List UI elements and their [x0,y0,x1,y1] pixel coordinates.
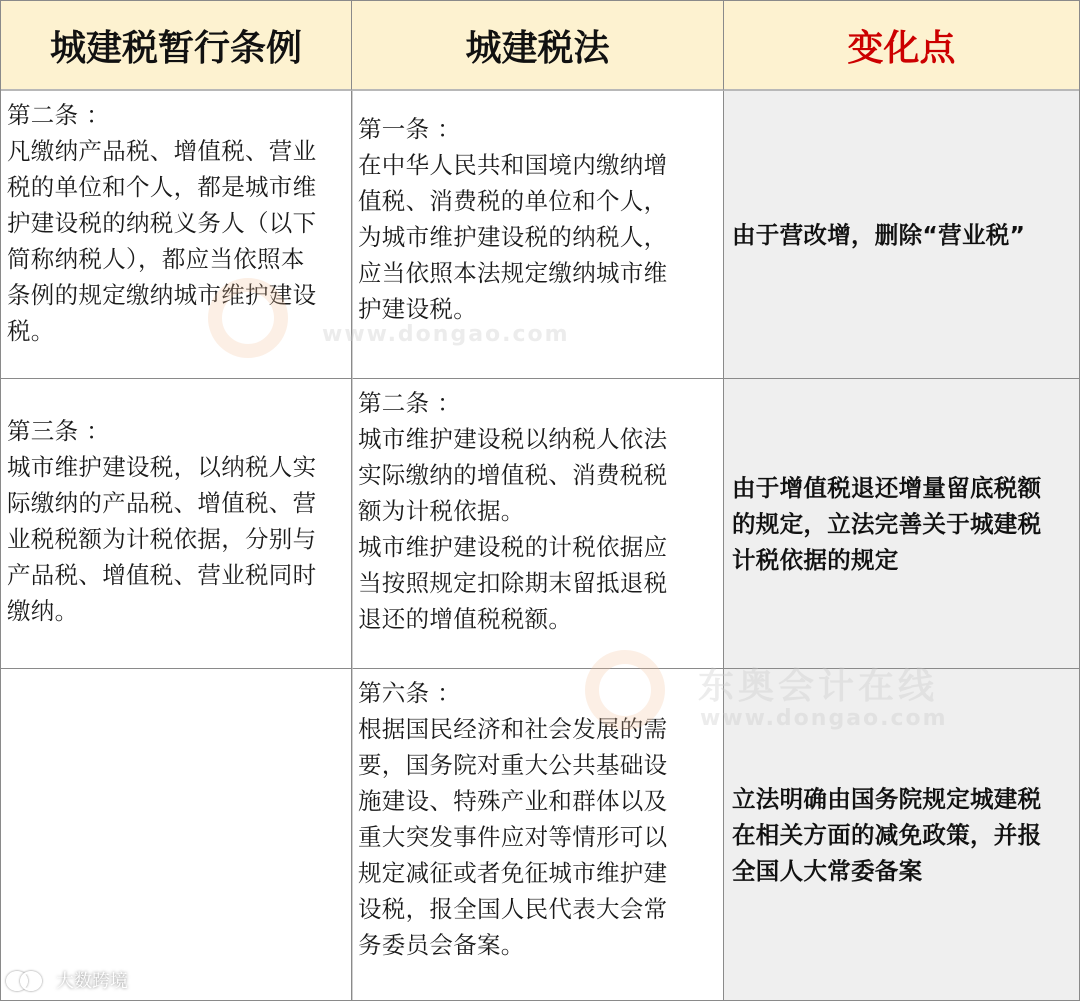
row1-new-text: 第一条 ： 在中华人民共和国境内缴纳增 值税、消费税的单位和个人， 为城市维护建设税的纳税人， 应当依照本法规定缴纳城市维 护建设税。 [358,115,668,323]
header-changes: 变化点 [724,1,1079,91]
row2-old-cell [1,379,352,669]
watermark-url: www.dongao.com [322,322,570,347]
header-new-law: 城建税法 [352,1,724,91]
row1-change-text: 由于营改增，删除“营业税” [732,220,1026,249]
row3-old-cell [1,669,352,1000]
watermark-url: www.dongao.com [700,706,948,731]
row2-change-text: 由于增值税退还增量留底税额 的规定，立法完善关于城建税 计税依据的规定 [732,473,1042,574]
row2-old-text: 第三条 ： 城市维护建设税，以纳税人实 际缴纳的产品税、增值税、营 业税税额为计税依据，分别与 产品税、增值税、营业税同时 缴纳。 [7,417,317,625]
row3-change-text: 立法明确由国务院规定城建税 在相关方面的减免政策，并报 全国人大常委备案 [732,784,1042,885]
row3-new-text: 第六条 ： 根据国民经济和社会发展的需 要，国务院对重大公共基础设 施建设、特殊产业和群体以及 重大突发事件应对等情形可以 规定减征或者免征城市维护建 设税，报全国人民代表大会常 务委员会备案。 [358,679,668,959]
header-old-regulation: 城建税暂行条例 [1,1,352,91]
corner-label: 大数跨境 [56,971,128,992]
row1-new-cell [352,91,724,379]
infinity-logo-icon [6,969,50,991]
row2-new-text: 第二条 ： 城市维护建设税以纳税人依法 实际缴纳的增值税、消费税税 额为计税依据。 城市维护建设税的计税依据应 当按照规定扣除期末留抵退税 退还的增值税税额。 [358,389,668,633]
row2-new-cell [352,379,724,669]
watermark-brand: 东奥会计在线 [698,666,939,707]
row3-new-cell [352,669,724,1000]
corner-watermark [6,967,128,993]
row1-change-cell [724,91,1079,379]
row2-change-cell [724,379,1079,669]
row1-old-text: 第二条 ： 凡缴纳产品税、增值税、营业 税的单位和个人，都是城市维 护建设税的纳税义务人（以下 简称纳税人），都应当依照本 条例的规定缴纳城市维护建设 税。 [7,101,317,345]
row1-old-cell [1,91,352,379]
row3-change-cell [724,669,1079,1000]
